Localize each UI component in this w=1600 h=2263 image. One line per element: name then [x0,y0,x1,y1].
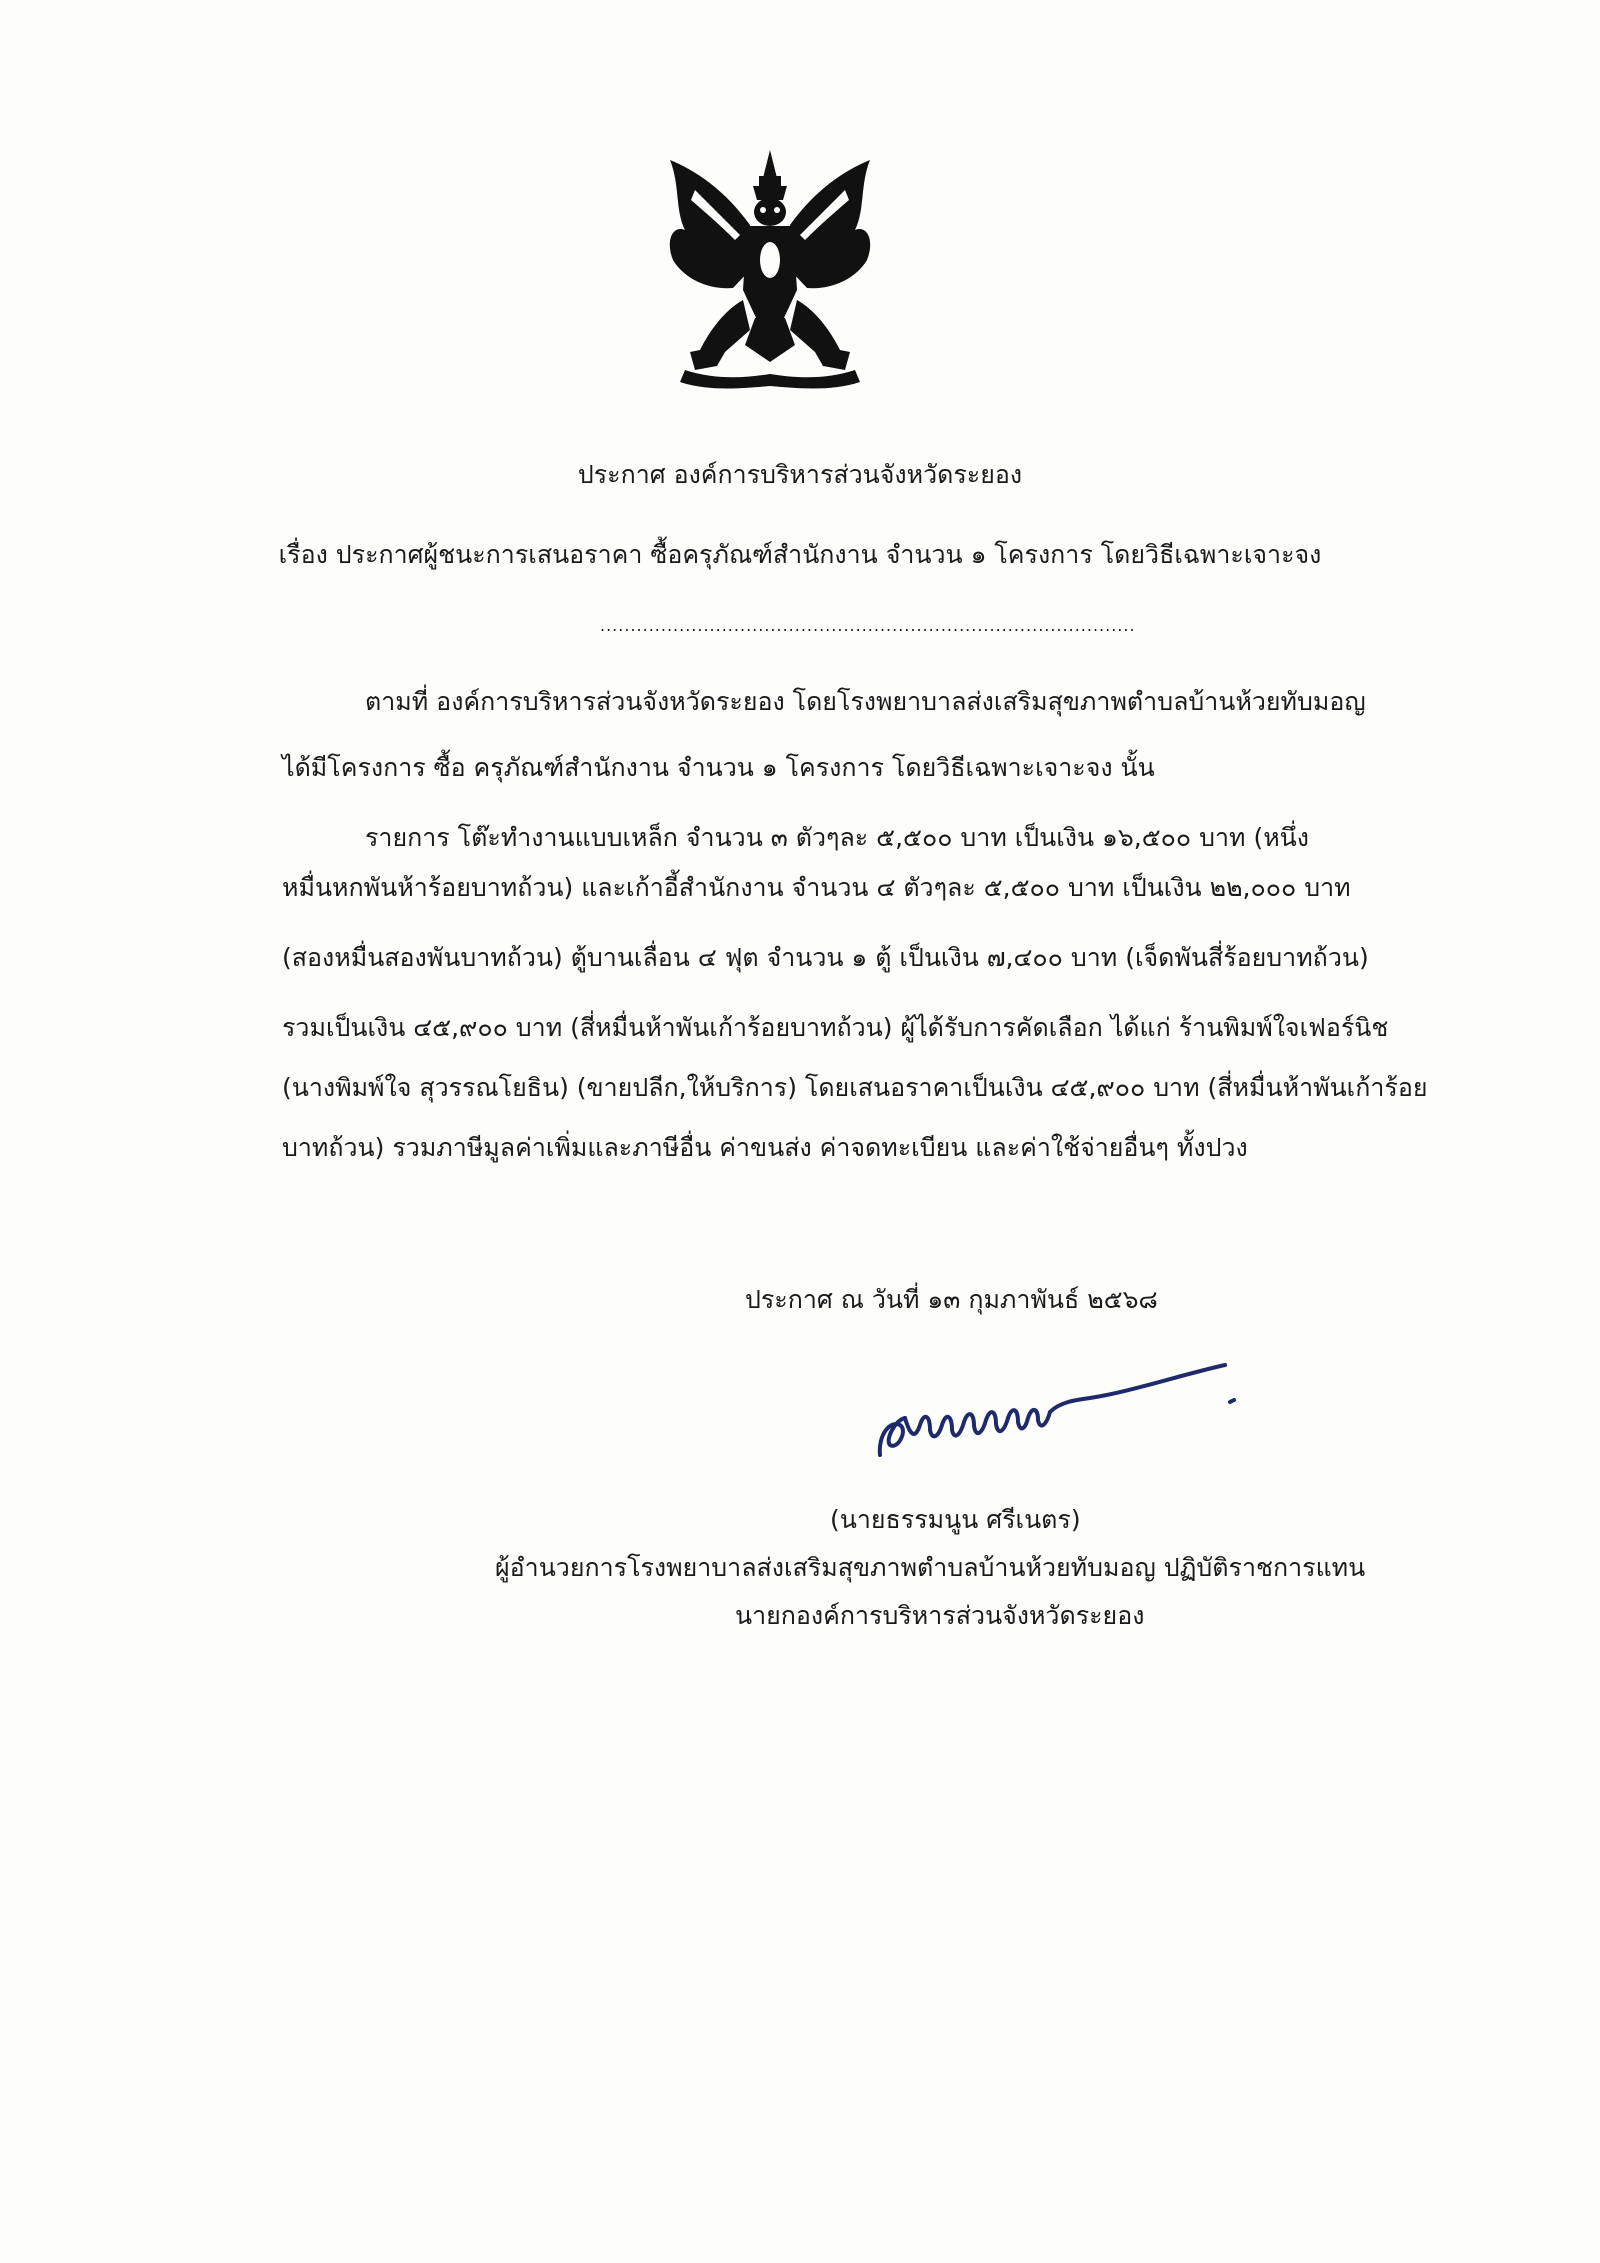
paragraph2-line: บาทถ้วน) รวมภาษีมูลค่าเพิ่มและภาษีอื่น ค่าขนส่ง ค่าจดทะเบียน และค่าใช้จ่ายอื่นๆ ทั้งปวง [282,1133,1248,1162]
paragraph2-line: (นางพิมพ์ใจ สุวรรณโยธิน) (ขายปลีก,ให้บริการ) โดยเสนอราคาเป็นเงิน ๔๕,๙๐๐ บาท (สี่หมื่นห้าพันเก้าร้อย [282,1073,1428,1102]
document-title: ประกาศ องค์การบริหารส่วนจังหวัดระยอง [577,460,1023,489]
paragraph2-line: รวมเป็นเงิน ๔๕,๙๐๐ บาท (สี่หมื่นห้าพันเก้าร้อยบาทถ้วน) ผู้ได้รับการคัดเลือก ได้แก่ ร้านพิมพ์ใจเฟอร์นิช [282,1013,1389,1042]
paragraph1-line: ได้มีโครงการ ซื้อ ครุภัณฑ์สำนักงาน จำนวน ๑ โครงการ โดยวิธีเฉพาะเจาะจง นั้น [282,753,1155,782]
paragraph2-line: รายการ โต๊ะทำงานแบบเหล็ก จำนวน ๓ ตัวๆละ ๕,๕๐๐ บาท เป็นเงิน ๑๖,๕๐๐ บาท (หนึ่ง [365,823,1309,852]
document-subject: เรื่อง ประกาศผู้ชนะการเสนอราคา ซื้อครุภัณฑ์สำนักงาน จำนวน ๑ โครงการ โดยวิธีเฉพาะเจาะจง [278,540,1322,569]
signer-position: นายกองค์การบริหารส่วนจังหวัดระยอง [735,1601,1145,1630]
signer-name: (นายธรรมนูน ศรีเนตร) [830,1505,1081,1534]
handwritten-signature-icon [860,1340,1240,1470]
separator-dots: ........................................................................................ [600,616,1136,635]
announcement-date: ประกาศ ณ วันที่ ๑๓ กุมภาพันธ์ ๒๕๖๘ [745,1285,1158,1314]
garuda-emblem-icon [655,130,885,400]
paragraph1-line: ตามที่ องค์การบริหารส่วนจังหวัดระยอง โดยโรงพยาบาลส่งเสริมสุขภาพตำบลบ้านห้วยทับมอญ [365,687,1366,716]
signer-position: ผู้อำนวยการโรงพยาบาลส่งเสริมสุขภาพตำบลบ้านห้วยทับมอญ ปฏิบัติราชการแทน [495,1553,1366,1582]
paragraph2-line: (สองหมื่นสองพันบาทถ้วน) ตู้บานเลื่อน ๔ ฟุต จำนวน ๑ ตู้ เป็นเงิน ๗,๔๐๐ บาท (เจ็ดพันสี่ร้อยบาทถ้วน) [282,943,1369,972]
paragraph2-line: หมื่นหกพันห้าร้อยบาทถ้วน) และเก้าอี้สำนักงาน จำนวน ๔ ตัวๆละ ๕,๕๐๐ บาท เป็นเงิน ๒๒,๐๐๐ บาท [282,873,1351,902]
